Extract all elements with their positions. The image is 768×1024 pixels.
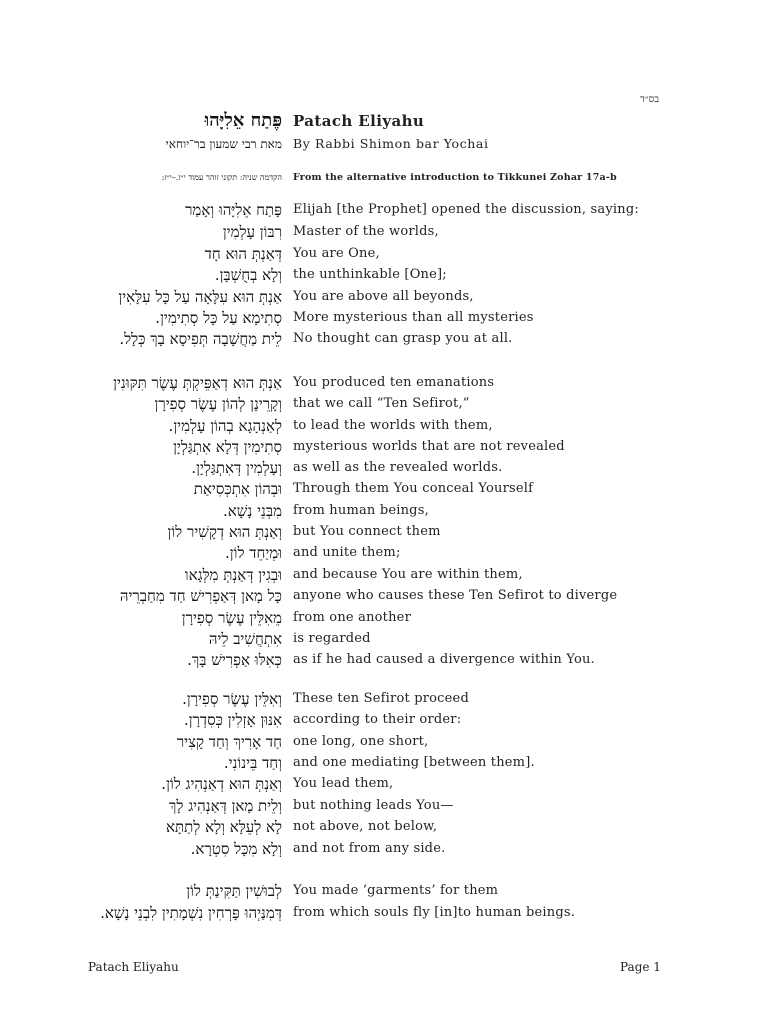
verse-hebrew: פָּתַח אֵלִיָּהוּ וְאָמַר bbox=[185, 201, 282, 219]
verse-english: the unthinkable [One]; bbox=[293, 267, 447, 282]
verse-line bbox=[0, 286, 768, 308]
verse-english: as well as the revealed worlds. bbox=[293, 460, 503, 475]
verse-line bbox=[0, 585, 768, 607]
verse-english: More mysterious than all mysteries bbox=[293, 310, 534, 325]
verse-hebrew: לָא לְעֵלָּא וְלָא לְתַתָּא bbox=[165, 818, 282, 836]
verse-line bbox=[0, 628, 768, 650]
verse-line bbox=[0, 773, 768, 795]
verse-hebrew: וְלֵית מָאן דְּאַנְהִיג לָךְ bbox=[169, 797, 282, 815]
verse-english: mysterious worlds that are not revealed bbox=[293, 439, 565, 454]
verse-english: and unite them; bbox=[293, 545, 401, 560]
verse-english: according to their order: bbox=[293, 712, 462, 727]
verse-line bbox=[0, 709, 768, 731]
verse-hebrew: וּבְגִין דְּאַנְתְּ מִלְּגָאו bbox=[184, 566, 282, 584]
verse-hebrew: חַד אָרִיךְ וְחַד קָצִיר bbox=[176, 733, 282, 751]
verse-english: anyone who causes these Ten Sefirot to diverge bbox=[293, 588, 618, 603]
verse-english: You lead them, bbox=[293, 776, 394, 791]
verse-hebrew: אַנְתְּ הוּא דְאַפֵּיקְתְּ עֶשֶׂר תִּקּוּנִין bbox=[113, 374, 282, 392]
verse-english: Through them You conceal Yourself bbox=[293, 481, 534, 496]
verse-line bbox=[0, 328, 768, 350]
verse-line bbox=[0, 731, 768, 753]
verse-line bbox=[0, 500, 768, 522]
verse-hebrew: לְאַנְהָגָא בְהוֹן עָלְמִין. bbox=[168, 417, 282, 435]
verse-line bbox=[0, 393, 768, 415]
verse-hebrew: וְלָא מִכָּל סִטְרָא. bbox=[190, 840, 282, 858]
verse-line bbox=[0, 816, 768, 838]
verse-hebrew: כָּל מָאן דְּאַפְרִישׁ חַד מִחַבְרֵיהּ bbox=[119, 587, 282, 605]
verse-english: and not from any side. bbox=[293, 841, 446, 856]
verse-hebrew: וְאַנְתְּ הוּא דְקָשִׁיר לוֹן bbox=[167, 523, 282, 541]
verse-english: but nothing leads You— bbox=[293, 798, 454, 813]
verse-hebrew: רִבּוֹן עָלְמִין bbox=[222, 223, 282, 241]
verse-hebrew: וּמְיַחֵד לוֹן. bbox=[225, 544, 282, 562]
verse-line bbox=[0, 752, 768, 774]
title-english: Patach Eliyahu bbox=[293, 112, 425, 130]
verse-hebrew: לְבוּשִׁין תַּקִּינַתְּ לוֹן bbox=[186, 882, 282, 900]
verse-line bbox=[0, 795, 768, 817]
verse-line bbox=[0, 564, 768, 586]
verse-line bbox=[0, 542, 768, 564]
verse-line bbox=[0, 478, 768, 500]
verse-hebrew: וְחַד בֵּינוֹנִי. bbox=[223, 754, 282, 772]
verse-english: You made ‘garments’ for them bbox=[293, 883, 499, 898]
verse-line bbox=[0, 221, 768, 243]
verse-english: Master of the worlds, bbox=[293, 224, 439, 239]
verse-english: and one mediating [between them]. bbox=[293, 755, 535, 770]
verse-hebrew: וְלָא בְחֻשְׁבָּן. bbox=[214, 266, 282, 284]
verse-english: You are One, bbox=[293, 246, 380, 261]
footer-title: Patach Eliyahu bbox=[88, 960, 179, 974]
verse-english: not above, not below, bbox=[293, 819, 438, 834]
verse-line bbox=[0, 264, 768, 286]
source-hebrew: הקדמה שניה: תקוני זוהר עמוד י״ז.–י״ז: bbox=[161, 173, 282, 182]
verse-english: is regarded bbox=[293, 631, 371, 646]
verse-line bbox=[0, 307, 768, 329]
verse-hebrew: וְאִלֵּין עֶשֶׂר סְפִירָן. bbox=[182, 690, 282, 708]
verse-line bbox=[0, 880, 768, 902]
verse-hebrew: אִנּוּן אָזְלִין כְּסִדְרָן. bbox=[183, 711, 282, 729]
verse-english: but You connect them bbox=[293, 524, 441, 539]
verse-hebrew: מֵאִלֵּין עֶשֶׂר סְפִירָן bbox=[181, 609, 282, 627]
verse-english: from which souls fly [in]to human beings. bbox=[293, 905, 576, 920]
verse-line bbox=[0, 838, 768, 860]
verse-line bbox=[0, 372, 768, 394]
verse-line bbox=[0, 199, 768, 221]
verse-line bbox=[0, 902, 768, 924]
verse-english: that we call “Ten Sefirot,” bbox=[293, 396, 470, 411]
verse-line bbox=[0, 243, 768, 265]
verse-hebrew: דְּאַנְתְּ הוּא חָד bbox=[204, 245, 282, 263]
title-hebrew: פֶּתַח אֵלִיָּהוּ bbox=[204, 110, 282, 131]
verse-english: from one another bbox=[293, 610, 411, 625]
source-english: From the alternative introduction to Tikkunei Zohar 17a-b bbox=[293, 172, 617, 183]
verse-hebrew: וּבְהוֹן אִתְכְּסִיאַת bbox=[193, 480, 282, 498]
verse-english: Elijah [the Prophet] opened the discussion, saying: bbox=[293, 202, 639, 217]
verse-english: as if he had caused a divergence within You. bbox=[293, 652, 595, 667]
page-number: Page 1 bbox=[620, 960, 661, 974]
verse-english: one long, one short, bbox=[293, 734, 429, 749]
verse-hebrew: סְתִימָא עַל כָּל סְתִימִין. bbox=[155, 309, 282, 327]
title-row bbox=[0, 110, 768, 132]
verse-hebrew: דְּמִנַּיְהוּ פָּרְחִין נִשְׁמָתִין לִבְנֵי נָשָׁא. bbox=[100, 904, 282, 922]
verse-line bbox=[0, 607, 768, 629]
verse-hebrew: אִתְחֲשִׁיב לֵיהּ bbox=[208, 630, 282, 648]
verse-line bbox=[0, 688, 768, 710]
source-row bbox=[0, 167, 768, 189]
verse-hebrew: מִבְּנֵי נָשָׁא. bbox=[223, 502, 282, 520]
verse-line bbox=[0, 649, 768, 671]
verse-english: and because You are within them, bbox=[293, 567, 523, 582]
verse-hebrew: וְעָלְמִין דְּאִתְגַּלְיָן. bbox=[191, 459, 282, 477]
verse-english: to lead the worlds with them, bbox=[293, 418, 493, 433]
verse-hebrew: כְּאִלּוּ אַפְרִישׁ בָּךְ. bbox=[187, 651, 282, 669]
verse-hebrew: וְאַנְתְּ הוּא דְאַנְהִיג לוֹן. bbox=[161, 775, 282, 793]
verse-english: These ten Sefirot proceed bbox=[293, 691, 469, 706]
verse-hebrew: וְקָרֵינָן לְהוֹן עֶשֶׂר סְפִירָן bbox=[154, 395, 282, 413]
byline-row bbox=[0, 133, 768, 155]
verse-hebrew: לֵית מַחֲשָׁבָה תְּפִיסָא בָךְ כְּלָל. bbox=[119, 330, 282, 348]
verse-english: from human beings, bbox=[293, 503, 429, 518]
verse-line bbox=[0, 436, 768, 458]
verse-hebrew: אַנְתְּ הוּא עִלָּאָה עַל כָּל עִלָּאִין bbox=[118, 288, 282, 306]
verse-line bbox=[0, 457, 768, 479]
verse-line bbox=[0, 415, 768, 437]
verse-english: No thought can grasp you at all. bbox=[293, 331, 513, 346]
verse-hebrew: סְתִימִין דְּלָא אִתְגַּלְיָן bbox=[173, 438, 282, 456]
verse-english: You produced ten emanations bbox=[293, 375, 495, 390]
verse-line bbox=[0, 521, 768, 543]
byline-english: By Rabbi Shimon bar Yochai bbox=[293, 136, 489, 151]
bsd-header: בס״ד bbox=[640, 94, 660, 105]
verse-english: You are above all beyonds, bbox=[293, 289, 474, 304]
byline-hebrew: מאת רבי שמעון בר־יוחאי bbox=[165, 137, 282, 151]
